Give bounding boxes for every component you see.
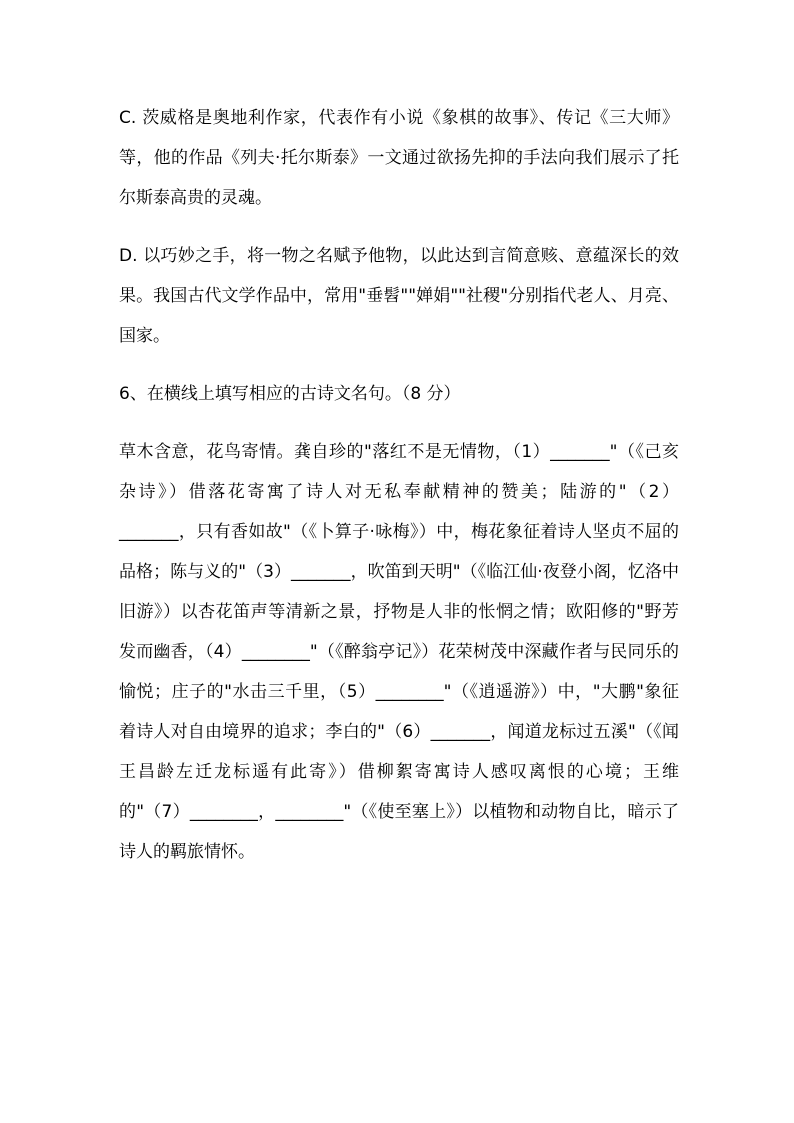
document-content bbox=[119, 98, 679, 872]
option-c-paragraph: C. 茨威格是奥地利作家，代表作有小说《象棋的故事》、传记《三大师》等，他的作品《列夫·托尔斯泰》一文通过欲扬先抑的手法向我们展示了托尔斯泰高贵的灵魂。 bbox=[119, 108, 679, 208]
paragraph-gap bbox=[119, 414, 679, 432]
paragraph-gap bbox=[119, 218, 679, 236]
option-d-paragraph: D. 以巧妙之手，将一物之名赋予他物，以此达到言简意赅、意蕴深长的效果。我国古代文学作品中，常用"垂髫""婵娟""社稷"分别指代老人、月亮、国家。 bbox=[119, 246, 679, 346]
question-6-body: 草木含意，花鸟寄情。龚自珍的"落红不是无情物，（1）_______"（《己亥杂诗》）借落花寄寓了诗人对无私奉献精神的赞美；陆游的"（2）_______，只有香如故"（《卜算子·咏梅》）中，梅花象征着诗人坚贞不屈的品格；陈与义的"（3）_______，吹笛到天明"（《临江仙·夜登小阁，忆洛中旧游》）以杏花笛声等清新之景，抒物是人非的怅惘之情；欧阳修的"野芳发而幽香，（4）________"（《醉翁亭记》）花荣树茂中深藏作者与民同乐的愉悦；庄子的"水击三千里，（5）________"（《逍遥游》）中，"大鹏"象征着诗人对自由境界的追求；李白的"（6）_______，闻道龙标过五溪"（《闻王昌龄左迁龙标遥有此寄》）借柳絮寄寓诗人感叹离恨的心境；王维的"（7）________，________"（《使至塞上》）以植物和动物自比，暗示了诗人的羁旅情怀。 bbox=[119, 442, 679, 862]
question-6-heading: 6、在横线上填写相应的古诗文名句。（8 分） bbox=[119, 384, 461, 404]
paragraph-gap bbox=[119, 356, 679, 374]
